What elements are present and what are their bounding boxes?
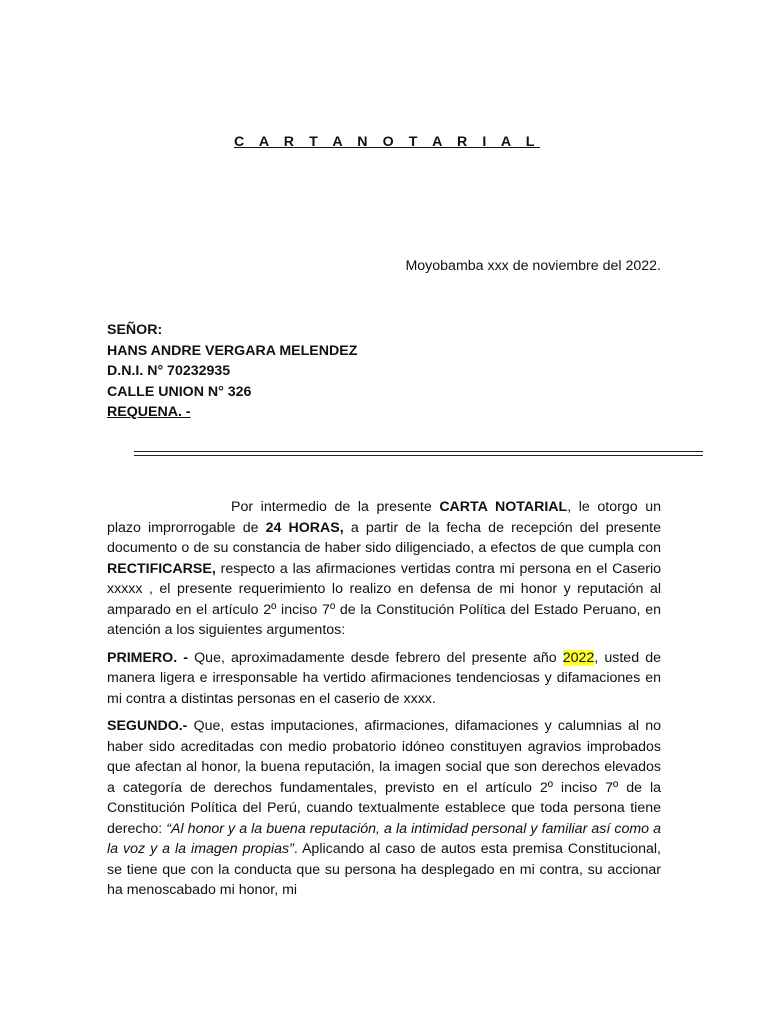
letter-body (107, 497, 661, 908)
addressee-block (107, 320, 357, 423)
addressee-city: REQUENA. - (107, 404, 191, 420)
document-title (0, 134, 768, 150)
primero-paragraph: PRIMERO. - Que, aproximadamente desde febrero del presente año 2022, usted de manera ligera e irresponsable ha vertido afirmaciones tendenciosas y difamaciones en mi contra a distintas personas en el caserio de xxxx. (107, 649, 661, 707)
segundo-paragraph: SEGUNDO.- Que, estas imputaciones, afirmaciones, difamaciones y calumnias al no haber sido acreditadas con medio probatorio idóneo constituyen agravios improbados que afectan al honor, la buena reputación, la imagen social que son derechos elevados a categoría de derechos fundamentales, previsto en el artículo 2º inciso 7º de la Constitución Política del Perú, cuando textualmente establece que toda persona tiene derecho: “Al honor y a la buena reputación, a la intimidad personal y familiar así como a la voz y a la imagen propias”. Aplicando al caso de autos esta premisa Constitucional, se tiene que con la conducta que su persona ha desplegado en mi contra, su accionar ha menoscabado mi honor, mi (107, 718, 661, 898)
addressee-street: CALLE UNION N° 326 (107, 383, 252, 400)
rectificarse-emphasis: RECTIFICARSE, (107, 560, 216, 577)
double-rule-divider (134, 451, 703, 456)
intro-paragraph: Por intermedio de la presente CARTA NOTARIAL, le otorgo un plazo improrrogable de 24 HORAS, a partir de la fecha de recepción del presente documento o de su constancia de haber sido diligenciado, a efectos de que cumpla con RECTIFICARSE, respecto a las afirmaciones vertidas contra mi persona en el Caserio xxxxx , el presente requerimiento lo realizo en defensa de mi honor y reputación al amparado en el artículo 2º inciso 7º de la Constitución Política del Estado Peruano, en atención a los siguientes argumentos: (107, 499, 661, 638)
primero-label: PRIMERO. - (107, 649, 189, 666)
carta-notarial-emphasis: CARTA NOTARIAL (439, 499, 568, 515)
addressee-dni: D.N.I. N° 70232935 (107, 363, 231, 379)
plazo-emphasis: 24 HORAS, (265, 519, 344, 536)
highlighted-year: 2022 (562, 649, 595, 666)
date-line: Moyobamba xxx de noviembre del 2022. (405, 258, 661, 274)
addressee-salutation: SEÑOR: (107, 322, 163, 338)
title-text: C A R T A N O T A R I A L (233, 134, 541, 150)
segundo-label: SEGUNDO.- (107, 718, 188, 734)
constitution-quote: “Al honor y a la buena reputación, a la intimidad personal y familiar así como a la voz y a la imagen propias” (107, 820, 661, 857)
addressee-name: HANS ANDRE VERGARA MELENDEZ (107, 342, 358, 359)
